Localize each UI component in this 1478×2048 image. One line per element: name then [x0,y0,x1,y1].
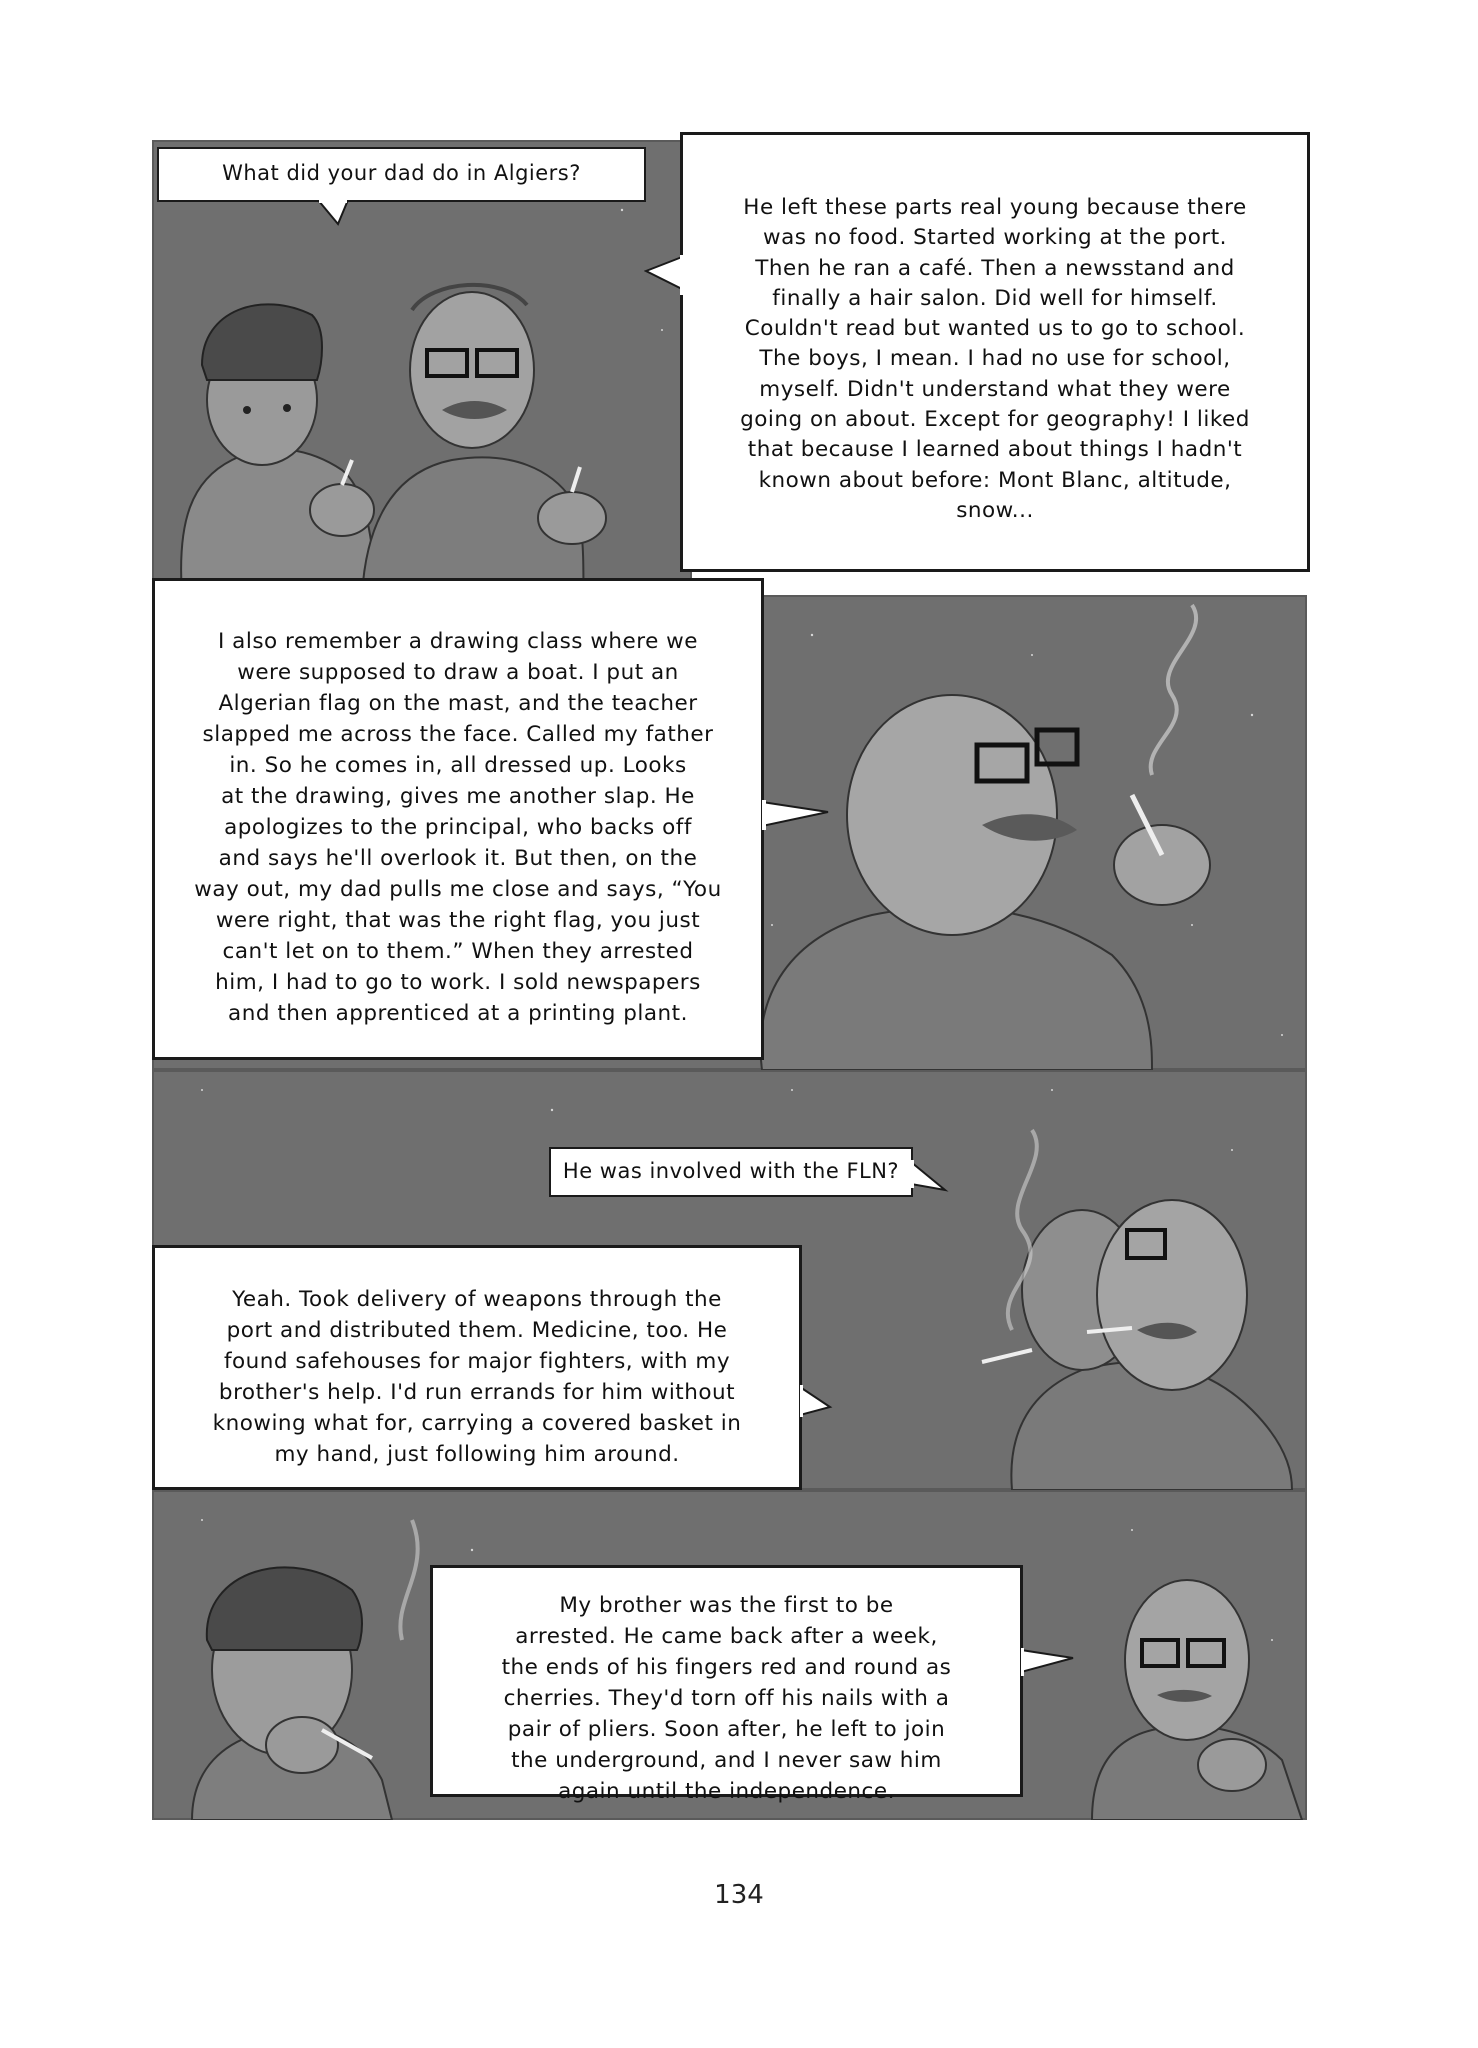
balloon-tail [1021,1648,1081,1678]
speech-balloon-question [157,147,646,202]
narration-box-answer [152,1245,802,1490]
young-woman-smoking-figure [192,1520,418,1820]
narration-box-story [430,1565,1023,1804]
speech-balloon-question [549,1147,913,1197]
old-man-figure [1092,1580,1302,1820]
balloon-tail [800,1385,840,1425]
balloon-text: What did your dad do in Algiers? [222,161,581,185]
balloon-tail [911,1160,951,1200]
balloon-text: He was involved with the FLN? [562,1159,900,1183]
balloon-text: My brother was the first to be arrested. He came back after a week, the ends of his fingers red and round as cherries. They'd torn off his nails with a pair of pliers. Soon after, he left to join the underground, and I never saw him again until the independence. [501,1593,952,1804]
panel-1-illustration [152,140,692,595]
couple-smoking-figure [982,1130,1292,1490]
page-number: 134 [714,1880,764,1910]
narration-box-answer [680,132,1310,572]
balloon-tail [318,200,358,230]
young-woman-figure [181,304,377,595]
old-man-figure [362,285,584,595]
balloon-text: Yeah. Took delivery of weapons through the port and distributed them. Medicine, too. He found safehouses for major fighters, with my brother's help. I'd run errands for him without knowing what for, carrying a covered basket in my hand, just following him around. [212,1287,742,1467]
balloon-tail [762,800,832,830]
narration-box-story [152,578,764,1060]
old-man-smoking-figure [760,605,1210,1070]
balloon-text: He left these parts real young because there was no food. Started working at the port. Then he ran a café. Then a newsstand and finally a hair salon. Did well for himself. Couldn't read but wanted us to go to school. The boys, I mean. I had no use for school, myself. Didn't understand what they were going on about. Except for geography! I liked that because I learned about things I hadn't known about before: Mont Blanc, altitude, snow... [740,195,1250,523]
panel-1 [152,140,692,595]
balloon-text: I also remember a drawing class where we were supposed to draw a boat. I put an Algerian flag on the mast, and the teacher slapped me across the face. Called my father in. So he comes in, all dressed up. Looks at the drawing, gives me another slap. He apologizes to the principal, who backs off and says he'll overlook it. But then, on the way out, my dad pulls me close and says, “You were right, that was the right flag, you just can't let on to them.” When they arrested him, I had to go to work. I sold newspapers and then apprenticed at a printing plant. [194,629,722,1026]
balloon-tail [644,255,684,295]
